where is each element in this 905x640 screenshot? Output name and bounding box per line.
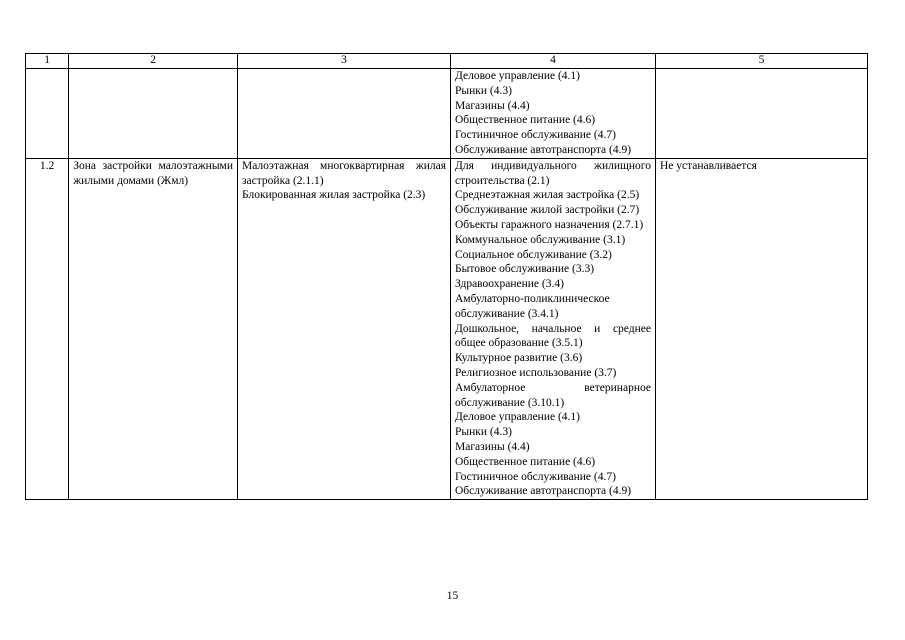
use-item: Обслуживание автотранспорта (4.9) — [455, 143, 632, 156]
use-item: Амбулаторное ветеринарное обслуживание (3.10.1) — [455, 381, 651, 409]
continuation-col2 — [69, 69, 238, 159]
use-item: Обслуживание автотранспорта (4.9) — [455, 485, 632, 498]
use-item: Дошкольное, начальное и среднее общее образование (3.5.1) — [455, 322, 651, 350]
use-item: Амбулаторно-поликлиническое обслуживание (3.4.1) — [455, 292, 610, 320]
use-item: Культурное развитие (3.6) — [455, 352, 583, 365]
header-row — [26, 54, 868, 69]
conditional-uses — [238, 158, 451, 499]
use-item: Деловое управление (4.1) — [455, 411, 581, 424]
use-item: Рынки (4.3) — [455, 426, 512, 439]
use-item: Коммунальное обслуживание (3.1) — [455, 233, 626, 246]
use-item: Социальное обслуживание (3.2) — [455, 248, 612, 261]
use-item: Обслуживание жилой застройки (2.7) — [455, 204, 640, 217]
use-item: Для индивидуального жилищного строительства (2.1) — [455, 159, 651, 187]
use-item: Магазины (4.4) — [455, 99, 530, 112]
use-item: Объекты гаражного назначения (2.7.1) — [455, 218, 644, 231]
page-number: 15 — [446, 590, 459, 602]
zone-name: Зона застройки малоэтажными жилыми домами (Жмл) — [69, 158, 238, 499]
use-item: Среднеэтажная жилая застройка (2.5) — [455, 189, 640, 202]
use-item: Рынки (4.3) — [455, 84, 512, 97]
use-item: Гостиничное обслуживание (4.7) — [455, 129, 616, 142]
use-item: Блокированная жилая застройка (2.3) — [242, 189, 426, 202]
use-item: Магазины (4.4) — [455, 440, 530, 453]
header-cell-1: 1 — [26, 54, 69, 69]
parameters-cell: Не устанавливается — [655, 158, 867, 499]
use-item: Религиозное использование (3.7) — [455, 366, 617, 379]
use-item: Общественное питание (4.6) — [455, 114, 596, 127]
use-item: Бытовое обслуживание (3.3) — [455, 263, 595, 276]
continuation-row — [26, 69, 868, 159]
continuation-col3 — [238, 69, 451, 159]
header-cell-4: 4 — [451, 54, 656, 69]
header-cell-3: 3 — [238, 54, 451, 69]
main-uses — [451, 158, 656, 499]
use-item: Здравоохранение (3.4) — [455, 278, 564, 291]
continuation-col1 — [26, 69, 69, 159]
use-item: Малоэтажная многоквартирная жилая застройка (2.1.1) — [242, 159, 446, 187]
use-item: Общественное питание (4.6) — [455, 455, 596, 468]
use-item: Деловое управление (4.1) — [455, 70, 581, 82]
zoning-table — [25, 53, 868, 500]
continuation-main-uses — [451, 69, 656, 159]
use-item: Гостиничное обслуживание (4.7) — [455, 470, 616, 483]
table-row-1-2 — [26, 158, 868, 499]
continuation-col5 — [655, 69, 867, 159]
row-number: 1.2 — [26, 158, 69, 499]
header-cell-2: 2 — [69, 54, 238, 69]
header-cell-5: 5 — [655, 54, 867, 69]
